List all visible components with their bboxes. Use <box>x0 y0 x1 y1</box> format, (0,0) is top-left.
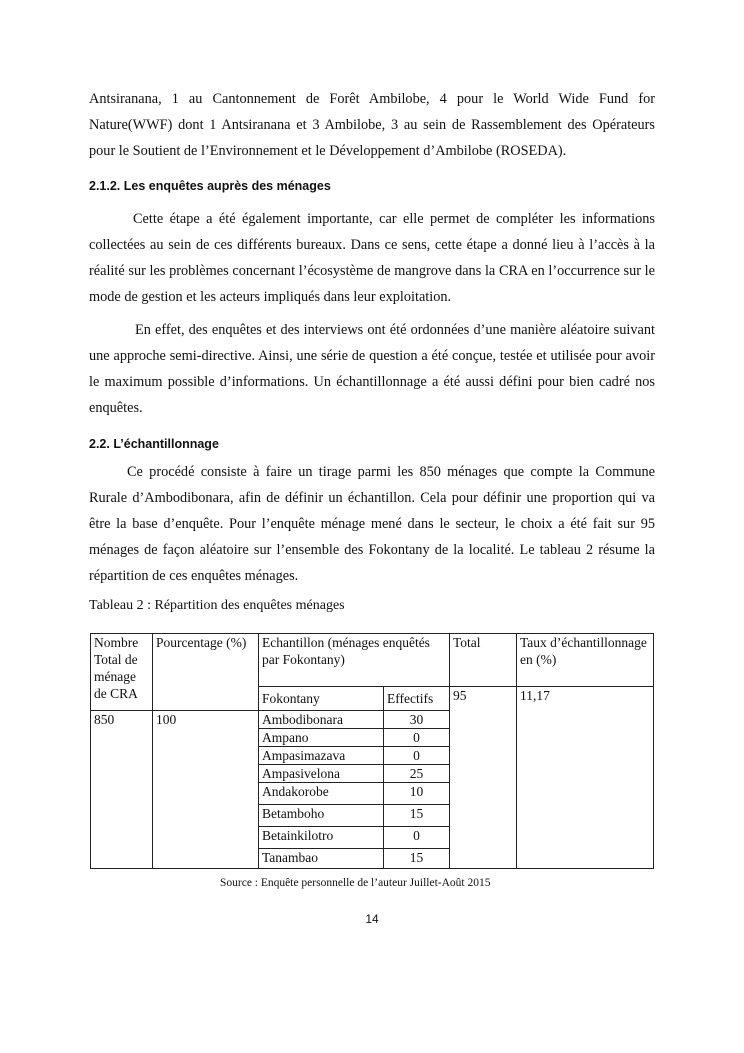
effectifs-cell: 30 <box>384 711 450 729</box>
fokontany-cell: Betamboho <box>259 805 384 827</box>
table-caption: Tableau 2 : Répartition des enquêtes ménages <box>89 598 345 613</box>
table-header-row <box>91 634 654 687</box>
paragraph-procede: Ce procédé consiste à faire un tirage parmi les 850 ménages que compte la Commune Rurale d’Ambodibonara, afin de définir un échantillon. Cela pour définir une proportion qui va être la base d’enquête. Pour l’enquête ménage mené dans le secteur, le choix a été fait sur 95 ménages de façon aléatoire sur l’ensemble des Fokontany de la localité. Le tableau 2 résume la répartition de ces enquêtes ménages. <box>89 464 655 584</box>
fokontany-cell: Ampasivelona <box>259 765 384 783</box>
fokontany-cell: Ampasimazava <box>259 747 384 765</box>
nombre-total-cell: 850 <box>91 711 153 869</box>
header-echantillon: Echantillon (ménages enquêtés par Fokontany) <box>259 634 450 687</box>
repartition-table <box>90 633 654 869</box>
effectifs-cell: 25 <box>384 765 450 783</box>
fokontany-cell: Andakorobe <box>259 783 384 805</box>
effectifs-cell: 15 <box>384 849 450 869</box>
fokontany-cell: Betainkilotro <box>259 827 384 849</box>
taux-cell: 11,17 <box>517 687 654 869</box>
header-effectifs: Effectifs <box>384 687 450 711</box>
effectifs-cell: 15 <box>384 805 450 827</box>
paragraph-etape: Cette étape a été également importante, car elle permet de compléter les informations collectées au sein de ces différents bureaux. Dans ce sens, cette étape a donné lieu à l’accès à la réalité sur les problèmes concernant l’écosystème de mangrove dans la CRA en l’occurrence sur le mode de gestion et les acteurs impliqués dans leur exploitation. <box>89 211 655 305</box>
header-total: Total <box>450 634 517 687</box>
fokontany-cell: Ambodibonara <box>259 711 384 729</box>
fokontany-cell: Tanambao <box>259 849 384 869</box>
effectifs-cell: 0 <box>384 729 450 747</box>
header-pourcentage: Pourcentage (%) <box>153 634 259 711</box>
section-heading-enquetes: 2.1.2. Les enquêtes auprès des ménages <box>89 179 331 193</box>
effectifs-cell: 10 <box>384 783 450 805</box>
section-heading-echantillonnage: 2.2. L’échantillonnage <box>89 437 219 451</box>
paragraph-enquetes-interviews: En effet, des enquêtes et des interviews ont été ordonnées d’une manière aléatoire suivant une approche semi-directive. Ainsi, une série de question a été conçue, testée et utilisée pour avoir le maximum possible d’informations. Un échantillonnage a été aussi défini pour bien cadré nos enquêtes. <box>89 322 655 416</box>
table-source: Source : Enquête personnelle de l’auteur Juillet-Août 2015 <box>220 877 491 889</box>
header-taux: Taux d’échantillonnage en (%) <box>517 634 654 687</box>
page-number: 14 <box>365 912 379 926</box>
header-nombre-total: Nombre Total de ménage de CRA <box>91 634 153 711</box>
pourcentage-cell: 100 <box>153 711 259 869</box>
paragraph-intro: Antsiranana, 1 au Cantonnement de Forêt Ambilobe, 4 pour le World Wide Fund for Nature(WWF) dont 1 Antsiranana et 3 Ambilobe, 3 au sein de Rassemblement des Opérateurs pour le Soutient de l’Environnement et le Développement d’Ambilobe (ROSEDA). <box>89 91 655 159</box>
effectifs-cell: 0 <box>384 747 450 765</box>
fokontany-cell: Ampano <box>259 729 384 747</box>
header-fokontany: Fokontany <box>259 687 384 711</box>
total-cell: 95 <box>450 687 517 869</box>
effectifs-cell: 0 <box>384 827 450 849</box>
